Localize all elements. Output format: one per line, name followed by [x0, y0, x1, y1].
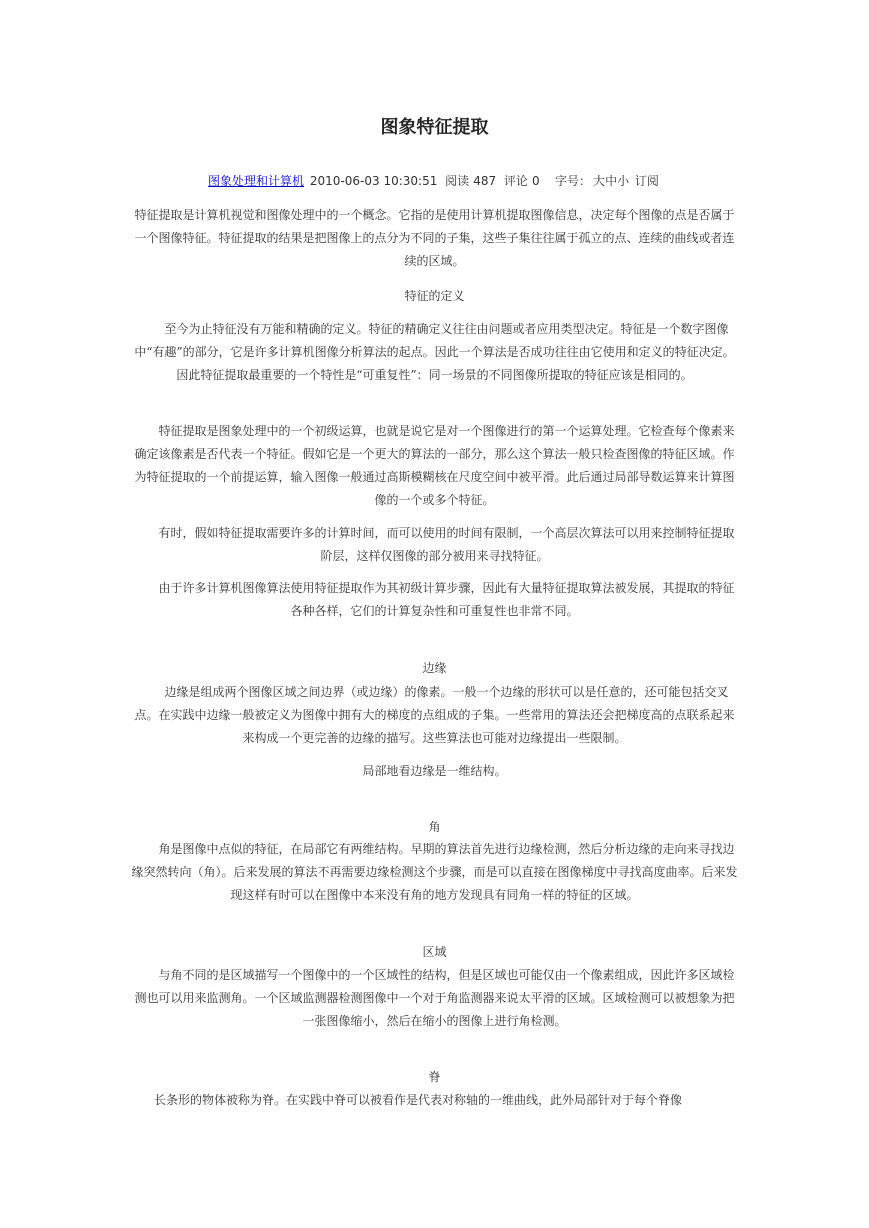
heading-ridge: 脊: [428, 1070, 441, 1084]
font-medium-button[interactable]: 中: [605, 174, 618, 188]
comment-count: 0: [531, 174, 540, 188]
subscribe-link[interactable]: 订阅: [634, 174, 659, 188]
read-count: 487: [473, 174, 497, 188]
heading-corner: 角: [428, 820, 441, 834]
edge-note: 局部地看边缘是一维结构。: [362, 764, 507, 778]
definition-paragraph-4: 由于许多计算机图像算法使用特征提取作为其初级计算步骤，因此有大量特征提取算法被发展，其提取的特征各种各样，它们的计算复杂性和可重复性也非常不同。: [158, 581, 735, 618]
category-link[interactable]: 图象处理和计算机: [208, 174, 305, 188]
definition-paragraph-2: 特征提取是图象处理中的一个初级运算，也就是说它是对一个图像进行的第一个运算处理。它检查每个像素来确定该像素是否代表一个特征。假如它是一个更大的算法的一部分，那么这个算法一般只检查图像的特征区域。作为特征提取的一个前提运算，输入图像一般通过高斯模糊核在尺度空间中被平滑。此后通过局部导数运算来计算图像的一个或多个特征。: [134, 424, 735, 507]
read-label: 阅读: [445, 174, 470, 188]
region-paragraph: 与角不同的是区域描写一个图像中的一个区域性的结构，但是区域也可能仅由一个像素组成，因此许多区域检测也可以用来监测角。一个区域监测器检测图像中一个对于角监测器来说太平滑的区域。区域检测可以被想象为把一张图像缩小，然后在缩小的图像上进行角检测。: [134, 968, 735, 1028]
article-title: 图象特征提取: [380, 117, 489, 138]
edge-paragraph: 边缘是组成两个图像区域之间边界（或边缘）的像素。一般一个边缘的形状可以是任意的，还可能包括交叉点。在实践中边缘一般被定义为图像中拥有大的梯度的点组成的子集。一些常用的算法还会把梯度高的点联系起来来构成一个更完善的边缘的描写。这些算法也可能对边缘提出一些限制。: [134, 685, 735, 745]
publish-datetime: 2010-06-03 10:30:51: [309, 174, 438, 188]
font-size-label: 字号：: [555, 174, 592, 188]
ridge-paragraph: 长条形的物体被称为脊。在实践中脊可以被看作是代表对称轴的一维曲线，此外局部针对于每个脊像: [154, 1093, 683, 1107]
font-large-button[interactable]: 大: [593, 174, 606, 188]
heading-definition: 特征的定义: [404, 289, 465, 303]
definition-paragraph-1: 至今为止特征没有万能和精确的定义。特征的精确定义往往由问题或者应用类型决定。特征是一个数字图像中“有趣”的部分，它是许多计算机图像分析算法的起点。因此一个算法是否成功往往由它使用和定义的特征决定。因此特征提取最重要的一个特性是“可重复性”：同一场景的不同图像所提取的特征应该是相同的。: [134, 322, 735, 382]
corner-paragraph: 角是图像中点似的特征，在局部它有两维结构。早期的算法首先进行边缘检测，然后分析边缘的走向来寻找边缘突然转向（角）。后来发展的算法不再需要边缘检测这个步骤，而是可以直接在图像梯度中寻找高度曲率。后来发现这样有时可以在图像中本来没有角的地方发现具有同角一样的特征的区域。: [131, 842, 738, 902]
intro-paragraph: 特征提取是计算机视觉和图像处理中的一个概念。它指的是使用计算机提取图像信息，决定每个图像的点是否属于一个图像特征。特征提取的结果是把图像上的点分为不同的子集，这些子集往往属于孤立的点、连续的曲线或者连续的区域。: [134, 208, 735, 268]
heading-edge: 边缘: [422, 661, 447, 675]
definition-paragraph-3: 有时，假如特征提取需要许多的计算时间，而可以使用的时间有限制，一个高层次算法可以用来控制特征提取阶层，这样仅图像的部分被用来寻找特征。: [158, 526, 735, 563]
heading-region: 区域: [422, 945, 447, 959]
comment-label: 评论: [503, 174, 528, 188]
font-small-button[interactable]: 小: [617, 174, 630, 188]
article-meta: [130, 172, 739, 190]
